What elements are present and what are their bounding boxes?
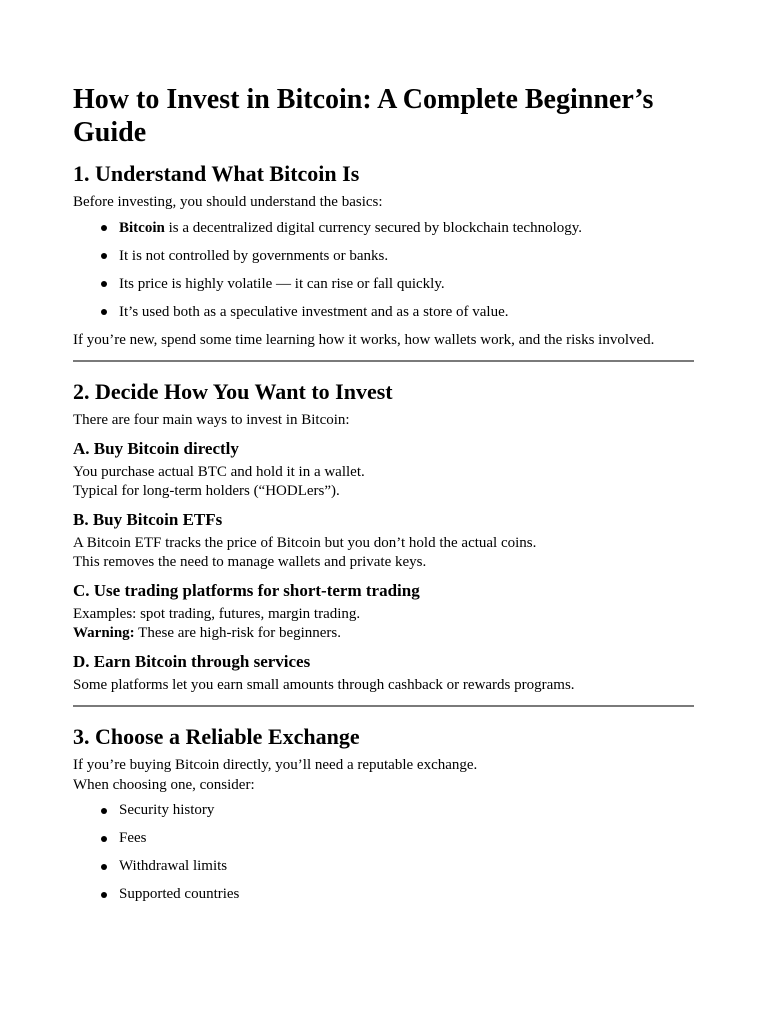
list-item-text: is a decentralized digital currency secured by blockchain technology.: [164, 219, 583, 236]
list-item: Security history: [73, 801, 694, 820]
list-item: Withdrawal limits: [73, 857, 694, 876]
list-item: It is not controlled by governments or banks.: [73, 247, 694, 266]
document-page: [73, 83, 694, 913]
section-1-bullet-list: [73, 219, 694, 322]
section-divider: [73, 360, 694, 362]
bitcoin-bold-term: Bitcoin: [119, 219, 165, 236]
page-title: How to Invest in Bitcoin: A Complete Beginner’s Guide: [73, 84, 654, 148]
subsection-c-warning: [73, 624, 694, 644]
subsection-c-line-1: Examples: spot trading, futures, margin trading.: [73, 605, 361, 622]
subsection-b-line-1: A Bitcoin ETF tracks the price of Bitcoin but you don’t hold the actual coins.: [73, 534, 537, 551]
section-2-heading: 2. Decide How You Want to Invest: [73, 379, 393, 404]
section-divider: [73, 705, 694, 707]
section-2-intro: There are four main ways to invest in Bitcoin:: [73, 412, 350, 428]
list-item: Supported countries: [73, 885, 694, 904]
list-item: Its price is highly volatile — it can rise or fall quickly.: [73, 275, 694, 294]
list-item: It’s used both as a speculative investment and as a store of value.: [73, 303, 694, 322]
subsection-b-line-2: This removes the need to manage wallets and private keys.: [73, 554, 427, 570]
section-3-line-1: If you’re buying Bitcoin directly, you’ll need a reputable exchange.: [73, 757, 478, 773]
subsection-a-line-1: You purchase actual BTC and hold it in a wallet.: [73, 463, 365, 480]
subsection-c-heading: C. Use trading platforms for short-term trading: [73, 580, 420, 600]
list-item: [73, 219, 694, 238]
subsection-a-line-2: Typical for long-term holders (“HODLers”).: [73, 483, 340, 499]
warning-text: These are high-risk for beginners.: [134, 625, 342, 641]
subsection-d-line-1: Some platforms let you earn small amounts through cashback or rewards programs.: [73, 676, 575, 693]
section-1-heading: 1. Understand What Bitcoin Is: [73, 161, 360, 186]
subsection-b-heading: B. Buy Bitcoin ETFs: [73, 509, 223, 529]
list-item: Fees: [73, 829, 694, 848]
section-1-intro: Before investing, you should understand the basics:: [73, 194, 383, 210]
subsection-d-heading: D. Earn Bitcoin through services: [73, 651, 311, 671]
section-3-bullet-list: [73, 801, 694, 904]
warning-label: Warning:: [73, 625, 135, 641]
subsection-a-heading: A. Buy Bitcoin directly: [73, 438, 239, 458]
section-3-line-2: When choosing one, consider:: [73, 776, 255, 793]
section-1-outro: If you’re new, spend some time learning how it works, how wallets work, and the risks involved.: [73, 331, 655, 348]
section-3-heading: 3. Choose a Reliable Exchange: [73, 724, 360, 749]
